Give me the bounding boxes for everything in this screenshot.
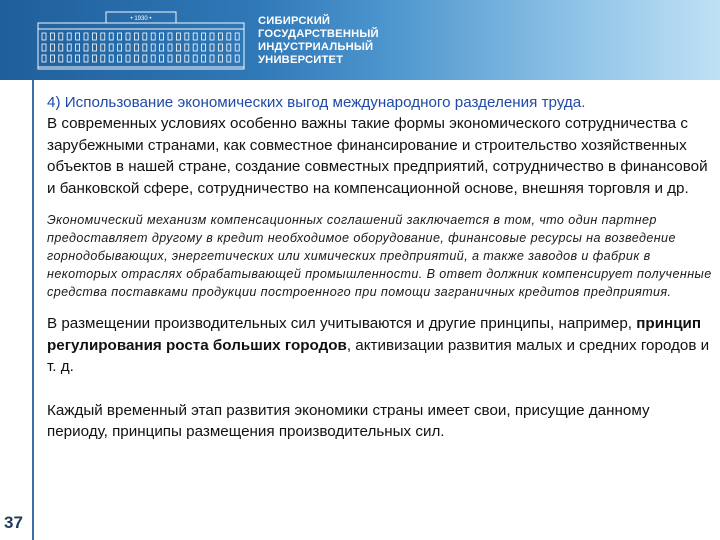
paragraph-principles [47,313,712,378]
paragraph-stages: Каждый временный этап развития экономики страны имеет свои, присущие данному периоду, принципы размещения производительных сил. [47,401,650,440]
university-building-logo [36,9,246,71]
paragraph-cooperation: В современных условиях особенно важны такие формы экономического сотрудничества с зарубежными странами, как совместное финансирование и строительство хозяйственных объектов в нашей стране, создание совместных предприятий, сотрудничество в финансовой и банковской сфере, сотрудничество на компенсационной основе, внешняя торговля и др. [47,115,708,197]
university-name [258,15,379,67]
paragraph-principles-bold: принцип регулирования роста больших городов [47,315,702,354]
left-divider [32,80,34,540]
building-caption: • 1930 • [130,16,152,22]
university-name-line: ИНДУСТРИАЛЬНЫЙ [258,41,374,53]
university-name-line: УНИВЕРСИТЕТ [258,54,344,66]
university-name-line: ГОСУДАРСТВЕННЫЙ [258,28,379,40]
paragraph-principles-text: В размещении производительных сил учитываются и другие принципы, например, [47,315,637,332]
paragraph-compensation-mechanism: Экономический механизм компенсационных соглашений заключается в том, что один партнер предоставляет другому в кредит необходимое оборудование, финансовые ресурсы на возведение горнодобывающих, энергетических или химических предприятий, а также заводов и фабрик в некоторых отраслях обрабатывающей промышленности. В ответ должник компенсирует полученные средства поставками продукции построенного при помощи заграничных кредитов предприятия. [47,213,712,299]
university-name-line: СИБИРСКИЙ [258,15,331,27]
header-banner [0,0,720,80]
paragraph-principles-text-end: , активизации развития малых и средних городов и т. д. [47,336,710,375]
slide-content [47,92,712,443]
section-heading: 4) Использование экономических выгод международного разделения труда. [47,94,586,111]
slide-number: 37 [4,513,23,532]
